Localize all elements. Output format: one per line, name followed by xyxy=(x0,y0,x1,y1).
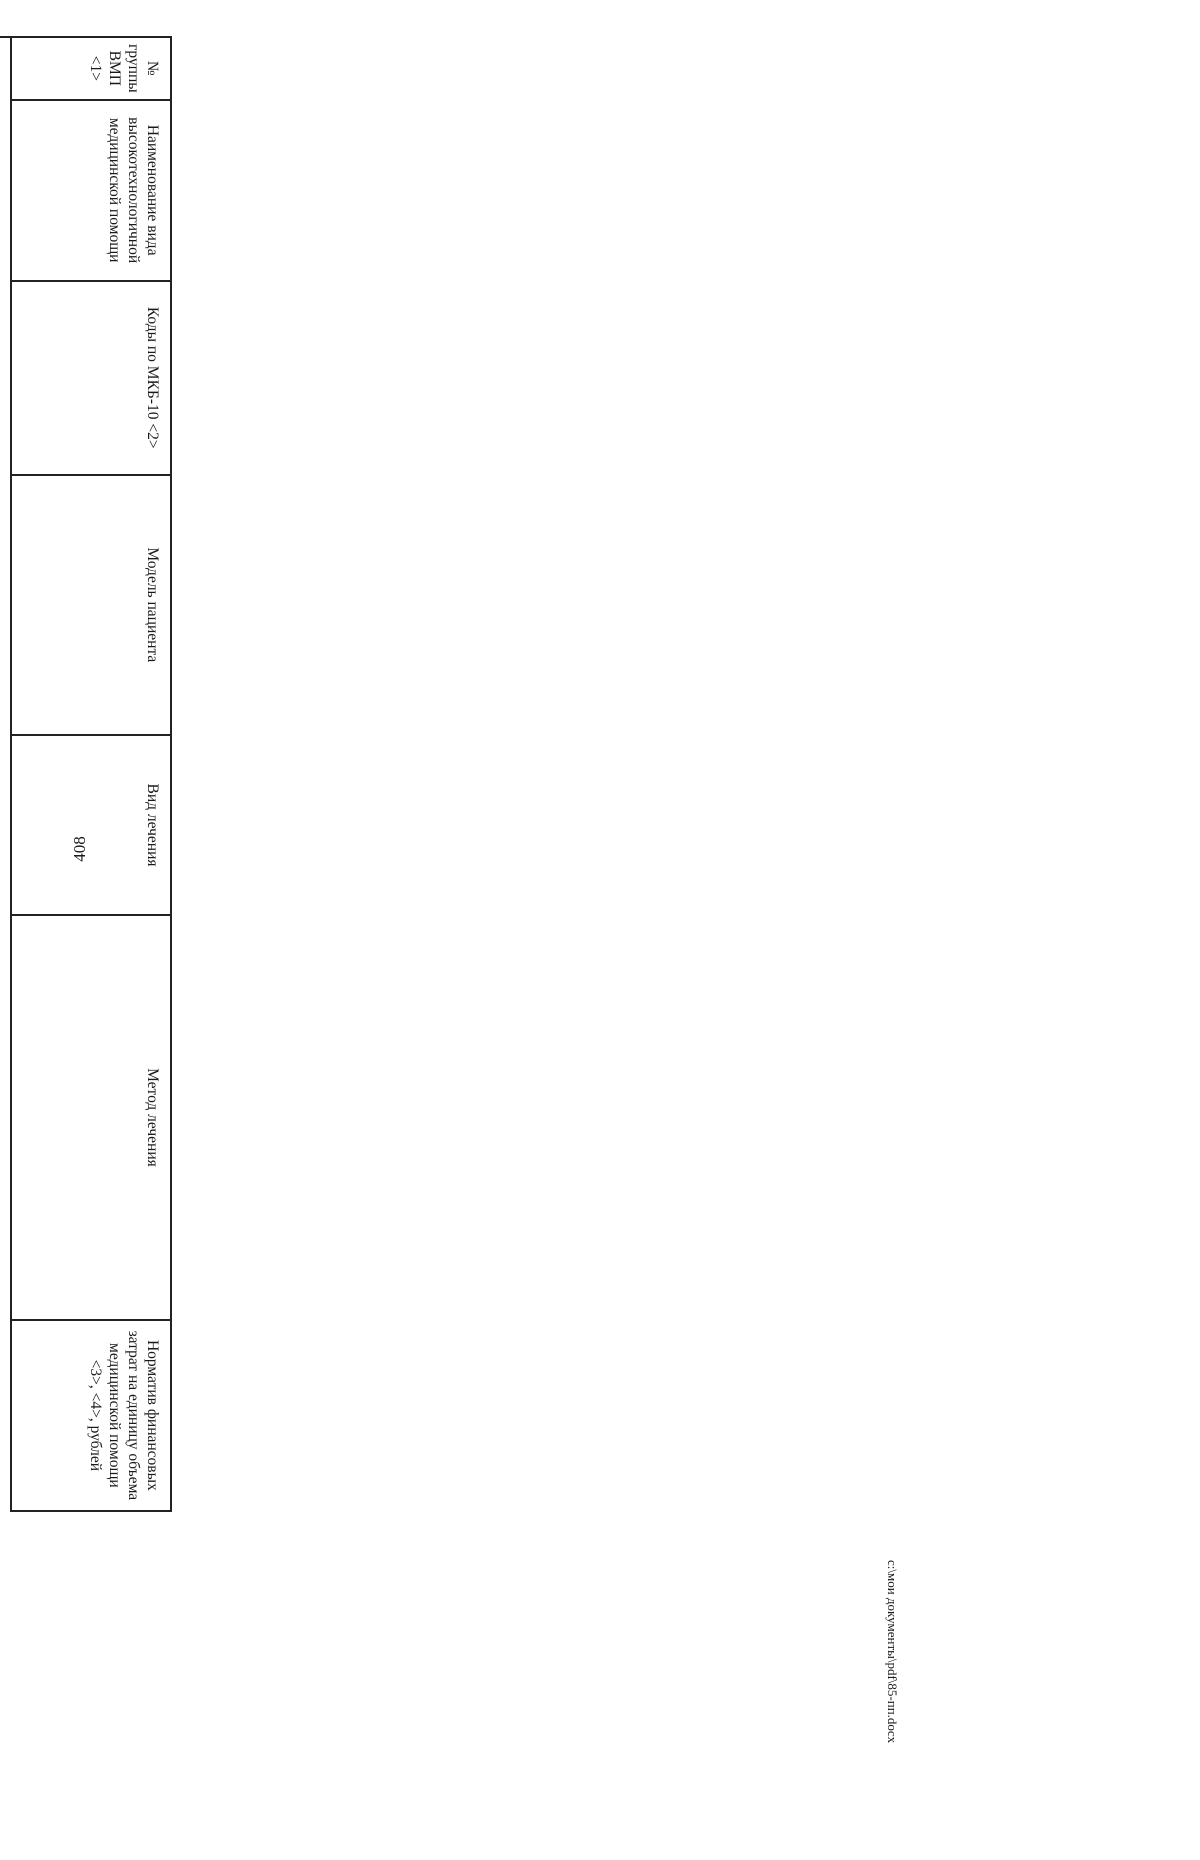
header-care-type-name: Наименование вида высокотехнологичной медицинской помощи xyxy=(11,100,171,281)
header-treatment-method: Метод лечения xyxy=(11,915,171,1320)
table-left-border xyxy=(0,36,172,38)
page-number: 408 xyxy=(70,836,89,862)
cell-method xyxy=(0,915,11,1320)
cell-cost xyxy=(0,1320,11,1511)
header-group-number: № группы ВМП <1> xyxy=(11,37,171,100)
header-treatment-type: Вид лечения xyxy=(11,735,171,915)
header-icd10-codes: Коды по МКБ-10 <2> xyxy=(11,281,171,475)
cell-model xyxy=(0,475,11,735)
vmp-table-rotated xyxy=(0,36,172,1512)
table-frame xyxy=(0,36,172,1512)
cell-group xyxy=(0,37,11,100)
cell-codes xyxy=(0,281,11,475)
cell-name xyxy=(0,100,11,281)
cell-treatment xyxy=(0,735,11,915)
file-path-footer: c:\мои документы\pdf\85-пп.docx xyxy=(885,1560,900,1744)
table-header-row xyxy=(11,37,171,1511)
header-cost-standard: Норматив финансовых затрат на единицу объема медицинской помощи <3>, <4>, рублей xyxy=(11,1320,171,1511)
table-row xyxy=(0,37,11,1511)
header-patient-model: Модель пациента xyxy=(11,475,171,735)
vmp-table xyxy=(0,36,172,1512)
